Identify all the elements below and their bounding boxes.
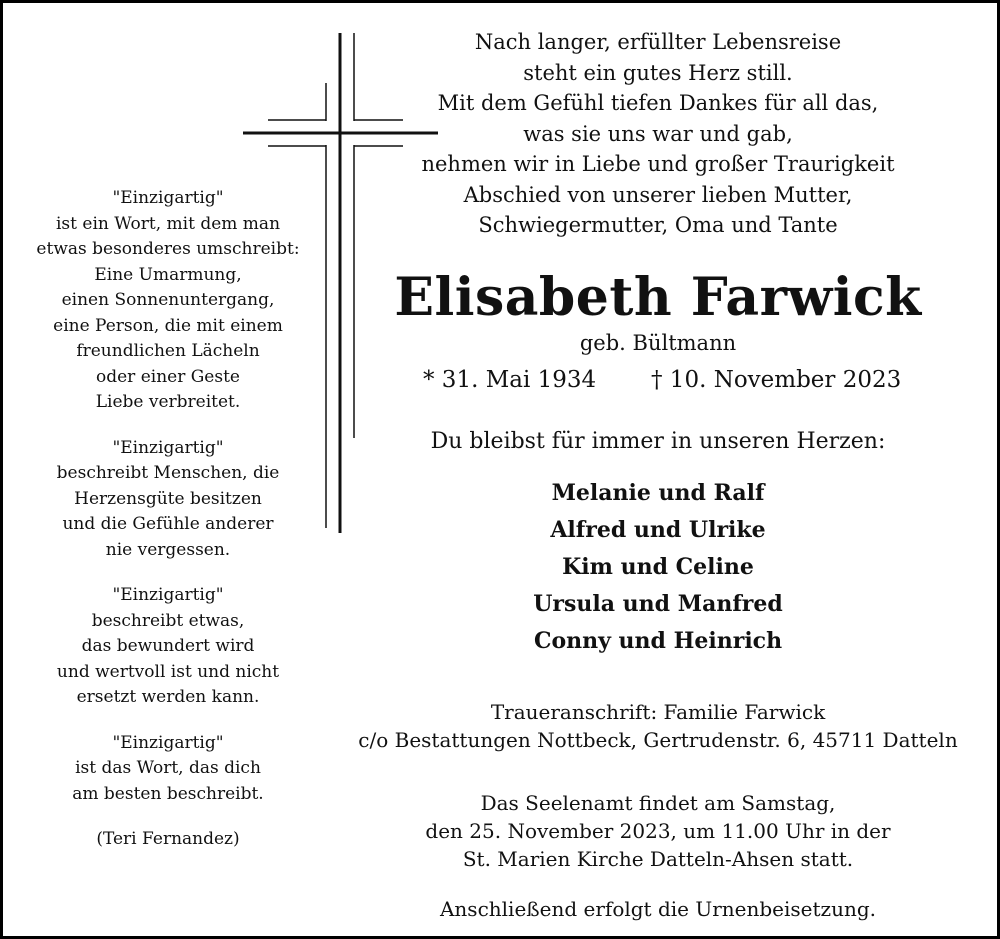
intro-line: Mit dem Gefühl tiefen Dankes für all das, (437, 91, 879, 115)
life-dates (333, 363, 983, 401)
main-text (333, 27, 983, 923)
poem-line: das bewundert wird (81, 636, 255, 656)
family-member: Ursula und Manfred (533, 590, 783, 617)
poem-line: nie vergessen. (105, 539, 231, 560)
family-intro: Du bleibst für immer in unseren Herzen: (430, 428, 886, 454)
poem-line: etwas besonderes umschreibt: (36, 239, 300, 259)
intro-text (333, 27, 983, 241)
service-line: den 25. November 2023, um 11.00 Uhr in der (425, 818, 891, 843)
deceased-name: Elisabeth Farwick (394, 266, 922, 328)
mourning-address (333, 698, 983, 754)
poem-line: und wertvoll ist und nicht (56, 661, 280, 682)
poem-line: ist ein Wort, mit dem man (55, 213, 281, 234)
service-line: St. Marien Kirche Datteln-Ahsen statt. (462, 846, 854, 871)
intro-line: Schwiegermutter, Oma und Tante (478, 213, 838, 237)
poem-stanza-1 (35, 186, 301, 416)
poem-line: einen Sonnenuntergang, (61, 290, 275, 310)
poem-line: beschreibt Menschen, die (56, 463, 280, 483)
poem-line: ist das Wort, das dich (75, 758, 261, 778)
poem-line: "Einzigartig" (112, 437, 224, 458)
intro-line: Nach langer, erfüllter Lebensreise (474, 30, 842, 54)
poem-line: ersetzt werden kann. (76, 687, 260, 707)
poem-stanza-2 (35, 436, 301, 564)
address-line-2: c/o Bestattungen Nottbeck, Gertrudenstr. 6, 45711 Datteln (358, 727, 958, 752)
birth-name: geb. Bültmann (579, 330, 737, 355)
poem-line: am besten beschreibt. (72, 783, 264, 804)
poem (35, 186, 301, 873)
address-line-1: Traueranschrift: Familie Farwick (490, 699, 826, 724)
family-member: Melanie und Ralf (551, 479, 765, 506)
poem-stanza-3 (35, 583, 301, 711)
intro-line: nehmen wir in Liebe und großer Traurigkeit (421, 152, 895, 176)
family-member: Kim und Celine (562, 553, 754, 580)
death-date: † 10. November 2023 (651, 366, 902, 393)
family-list (333, 475, 983, 660)
service-info (333, 789, 983, 873)
poem-line: Liebe verbreitet. (95, 392, 241, 412)
poem-line: freundlichen Lächeln (76, 341, 260, 361)
birth-date: * 31. Mai 1934 (423, 366, 597, 393)
family-member: Conny und Heinrich (533, 627, 783, 654)
poem-line: "Einzigartig" (112, 585, 224, 605)
poem-line: oder einer Geste (95, 366, 240, 387)
poem-line: Eine Umarmung, (94, 264, 242, 285)
intro-line: Abschied von unserer lieben Mutter, (463, 182, 853, 207)
poem-line: "Einzigartig" (112, 188, 224, 208)
poem-author: (Teri Fernandez) (96, 829, 240, 849)
family-member: Alfred und Ulrike (550, 516, 766, 543)
intro-line: was sie uns war und gab, (523, 121, 793, 146)
poem-line: "Einzigartig" (112, 732, 224, 753)
service-line: Das Seelenamt findet am Samstag, (480, 790, 836, 815)
poem-stanza-4 (35, 731, 301, 808)
intro-line: steht ein gutes Herz still. (523, 60, 793, 85)
poem-line: beschreibt etwas, (91, 610, 245, 631)
burial-info: Anschließend erfolgt die Urnenbeisetzung. (439, 896, 876, 921)
poem-line: eine Person, die mit einem (53, 315, 283, 336)
poem-line: und die Gefühle anderer (62, 514, 274, 534)
poem-line: Herzensgüte besitzen (74, 488, 262, 509)
